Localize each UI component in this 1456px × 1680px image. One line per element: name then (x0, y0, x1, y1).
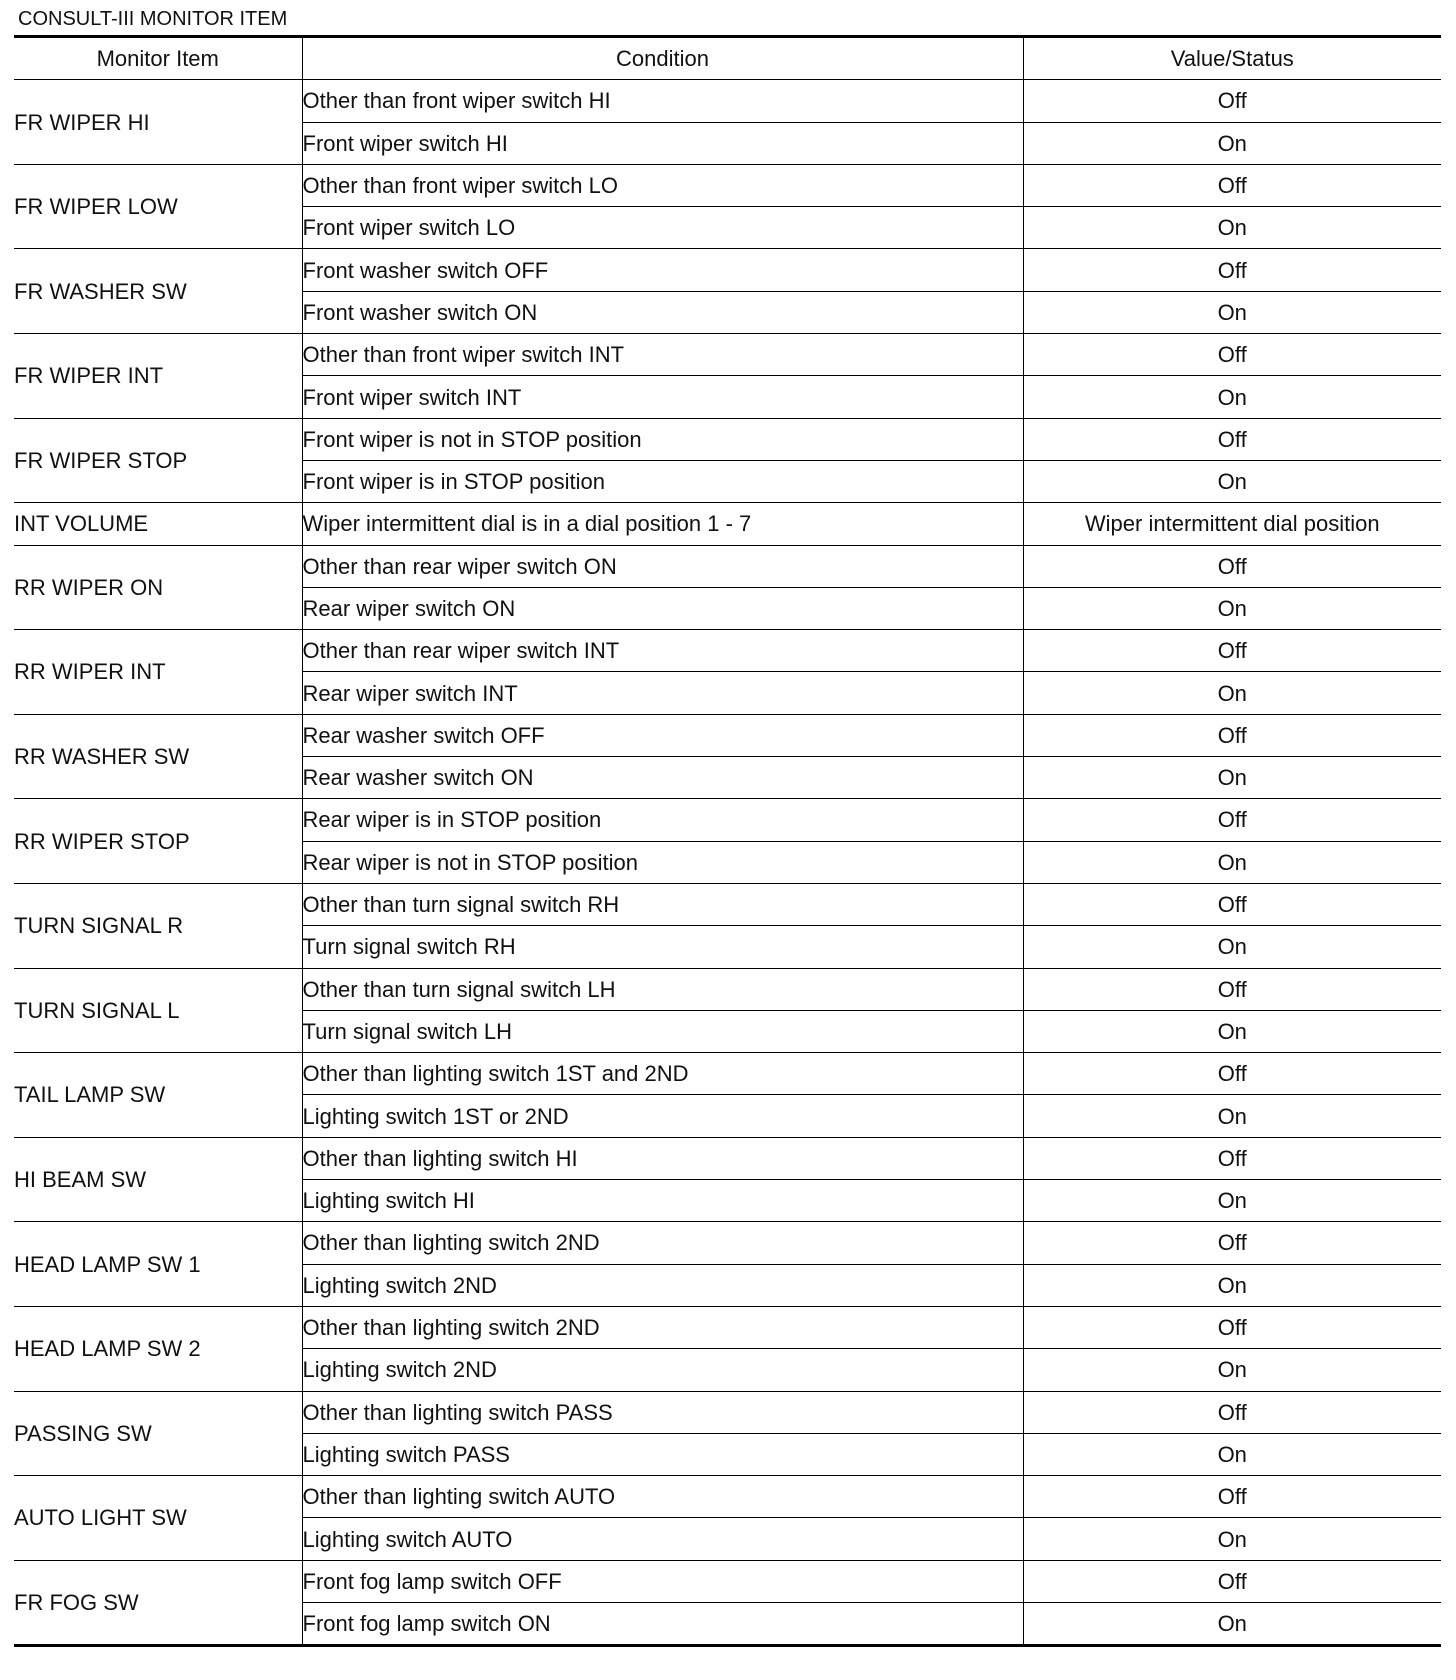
header-condition: Condition (302, 37, 1023, 80)
table-row (14, 1476, 1441, 1518)
value-status-cell: Off (1023, 1306, 1441, 1348)
value-status-cell: On (1023, 672, 1441, 714)
value-status-cell: Wiper intermittent dial position (1023, 503, 1441, 545)
condition-cell: Lighting switch 2ND (302, 1349, 1023, 1391)
value-status-cell: Off (1023, 883, 1441, 925)
condition-cell: Wiper intermittent dial is in a dial position 1 - 7 (302, 503, 1023, 545)
value-status-cell: Off (1023, 164, 1441, 206)
value-status-cell: On (1023, 207, 1441, 249)
table-row (14, 80, 1441, 122)
table-row (14, 1391, 1441, 1433)
table-row (14, 249, 1441, 291)
value-status-cell: Off (1023, 1391, 1441, 1433)
condition-cell: Other than lighting switch 1ST and 2ND (302, 1053, 1023, 1095)
monitor-item-cell: RR WIPER INT (14, 630, 302, 715)
monitor-item-cell: HEAD LAMP SW 2 (14, 1306, 302, 1391)
value-status-cell: Off (1023, 249, 1441, 291)
monitor-item-cell: TAIL LAMP SW (14, 1053, 302, 1138)
value-status-cell: On (1023, 926, 1441, 968)
value-status-cell: On (1023, 1180, 1441, 1222)
condition-cell: Lighting switch HI (302, 1180, 1023, 1222)
condition-cell: Other than lighting switch 2ND (302, 1222, 1023, 1264)
condition-cell: Front washer switch OFF (302, 249, 1023, 291)
condition-cell: Other than lighting switch PASS (302, 1391, 1023, 1433)
value-status-cell: Off (1023, 80, 1441, 122)
value-status-cell: Off (1023, 545, 1441, 587)
monitor-item-cell: FR WIPER LOW (14, 164, 302, 249)
condition-cell: Front wiper is not in STOP position (302, 418, 1023, 460)
condition-cell: Lighting switch AUTO (302, 1518, 1023, 1560)
table-row (14, 418, 1441, 460)
condition-cell: Other than turn signal switch RH (302, 883, 1023, 925)
condition-cell: Other than rear wiper switch INT (302, 630, 1023, 672)
table-row (14, 630, 1441, 672)
monitor-item-cell: FR FOG SW (14, 1560, 302, 1646)
monitor-item-cell: FR WIPER HI (14, 80, 302, 165)
value-status-cell: On (1023, 1602, 1441, 1645)
monitor-item-cell: HEAD LAMP SW 1 (14, 1222, 302, 1307)
monitor-item-cell: RR WIPER STOP (14, 799, 302, 884)
condition-cell: Front washer switch ON (302, 291, 1023, 333)
condition-cell: Rear washer switch OFF (302, 714, 1023, 756)
value-status-cell: On (1023, 1264, 1441, 1306)
monitor-item-cell: FR WASHER SW (14, 249, 302, 334)
value-status-cell: On (1023, 376, 1441, 418)
value-status-cell: On (1023, 1095, 1441, 1137)
value-status-cell: On (1023, 122, 1441, 164)
table-row (14, 1053, 1441, 1095)
table-row (14, 968, 1441, 1010)
condition-cell: Front wiper switch INT (302, 376, 1023, 418)
value-status-cell: On (1023, 460, 1441, 502)
header-value-status: Value/Status (1023, 37, 1441, 80)
condition-cell: Turn signal switch RH (302, 926, 1023, 968)
condition-cell: Front wiper is in STOP position (302, 460, 1023, 502)
condition-cell: Rear wiper is in STOP position (302, 799, 1023, 841)
monitor-item-cell: TURN SIGNAL L (14, 968, 302, 1053)
table-header-row (14, 37, 1441, 80)
table-row (14, 545, 1441, 587)
table-row (14, 1560, 1441, 1602)
condition-cell: Other than turn signal switch LH (302, 968, 1023, 1010)
condition-cell: Lighting switch PASS (302, 1433, 1023, 1475)
table-body (14, 80, 1441, 1646)
document-title: CONSULT-III MONITOR ITEM (18, 8, 288, 30)
condition-cell: Lighting switch 2ND (302, 1264, 1023, 1306)
condition-cell: Other than lighting switch 2ND (302, 1306, 1023, 1348)
monitor-item-cell: HI BEAM SW (14, 1137, 302, 1222)
condition-cell: Other than front wiper switch INT (302, 334, 1023, 376)
header-monitor-item: Monitor Item (14, 37, 302, 80)
table-row (14, 503, 1441, 545)
value-status-cell: Off (1023, 1476, 1441, 1518)
condition-cell: Other than front wiper switch HI (302, 80, 1023, 122)
condition-cell: Front wiper switch LO (302, 207, 1023, 249)
table-row (14, 1222, 1441, 1264)
monitor-item-cell: FR WIPER STOP (14, 418, 302, 503)
value-status-cell: On (1023, 1349, 1441, 1391)
monitor-item-cell: FR WIPER INT (14, 334, 302, 419)
value-status-cell: On (1023, 1518, 1441, 1560)
monitor-item-table (14, 35, 1441, 1647)
condition-cell: Rear wiper is not in STOP position (302, 841, 1023, 883)
value-status-cell: On (1023, 1433, 1441, 1475)
table-row (14, 1137, 1441, 1179)
value-status-cell: Off (1023, 1222, 1441, 1264)
condition-cell: Rear washer switch ON (302, 757, 1023, 799)
condition-cell: Other than front wiper switch LO (302, 164, 1023, 206)
monitor-item-cell: PASSING SW (14, 1391, 302, 1476)
table-row (14, 883, 1441, 925)
value-status-cell: On (1023, 587, 1441, 629)
condition-cell: Other than lighting switch HI (302, 1137, 1023, 1179)
value-status-cell: On (1023, 757, 1441, 799)
condition-cell: Other than rear wiper switch ON (302, 545, 1023, 587)
condition-cell: Turn signal switch LH (302, 1010, 1023, 1052)
value-status-cell: Off (1023, 714, 1441, 756)
condition-cell: Rear wiper switch INT (302, 672, 1023, 714)
monitor-item-cell: INT VOLUME (14, 503, 302, 545)
value-status-cell: Off (1023, 968, 1441, 1010)
value-status-cell: Off (1023, 1053, 1441, 1095)
condition-cell: Lighting switch 1ST or 2ND (302, 1095, 1023, 1137)
table-row (14, 714, 1441, 756)
value-status-cell: On (1023, 841, 1441, 883)
value-status-cell: Off (1023, 334, 1441, 376)
monitor-item-cell: AUTO LIGHT SW (14, 1476, 302, 1561)
table-row (14, 164, 1441, 206)
table-row (14, 799, 1441, 841)
condition-cell: Front wiper switch HI (302, 122, 1023, 164)
value-status-cell: On (1023, 291, 1441, 333)
monitor-item-cell: RR WASHER SW (14, 714, 302, 799)
value-status-cell: Off (1023, 799, 1441, 841)
value-status-cell: Off (1023, 630, 1441, 672)
value-status-cell: On (1023, 1010, 1441, 1052)
value-status-cell: Off (1023, 1560, 1441, 1602)
table-row (14, 334, 1441, 376)
condition-cell: Other than lighting switch AUTO (302, 1476, 1023, 1518)
condition-cell: Front fog lamp switch ON (302, 1602, 1023, 1645)
table-row (14, 1306, 1441, 1348)
monitor-item-cell: TURN SIGNAL R (14, 883, 302, 968)
value-status-cell: Off (1023, 1137, 1441, 1179)
monitor-item-cell: RR WIPER ON (14, 545, 302, 630)
condition-cell: Rear wiper switch ON (302, 587, 1023, 629)
condition-cell: Front fog lamp switch OFF (302, 1560, 1023, 1602)
value-status-cell: Off (1023, 418, 1441, 460)
